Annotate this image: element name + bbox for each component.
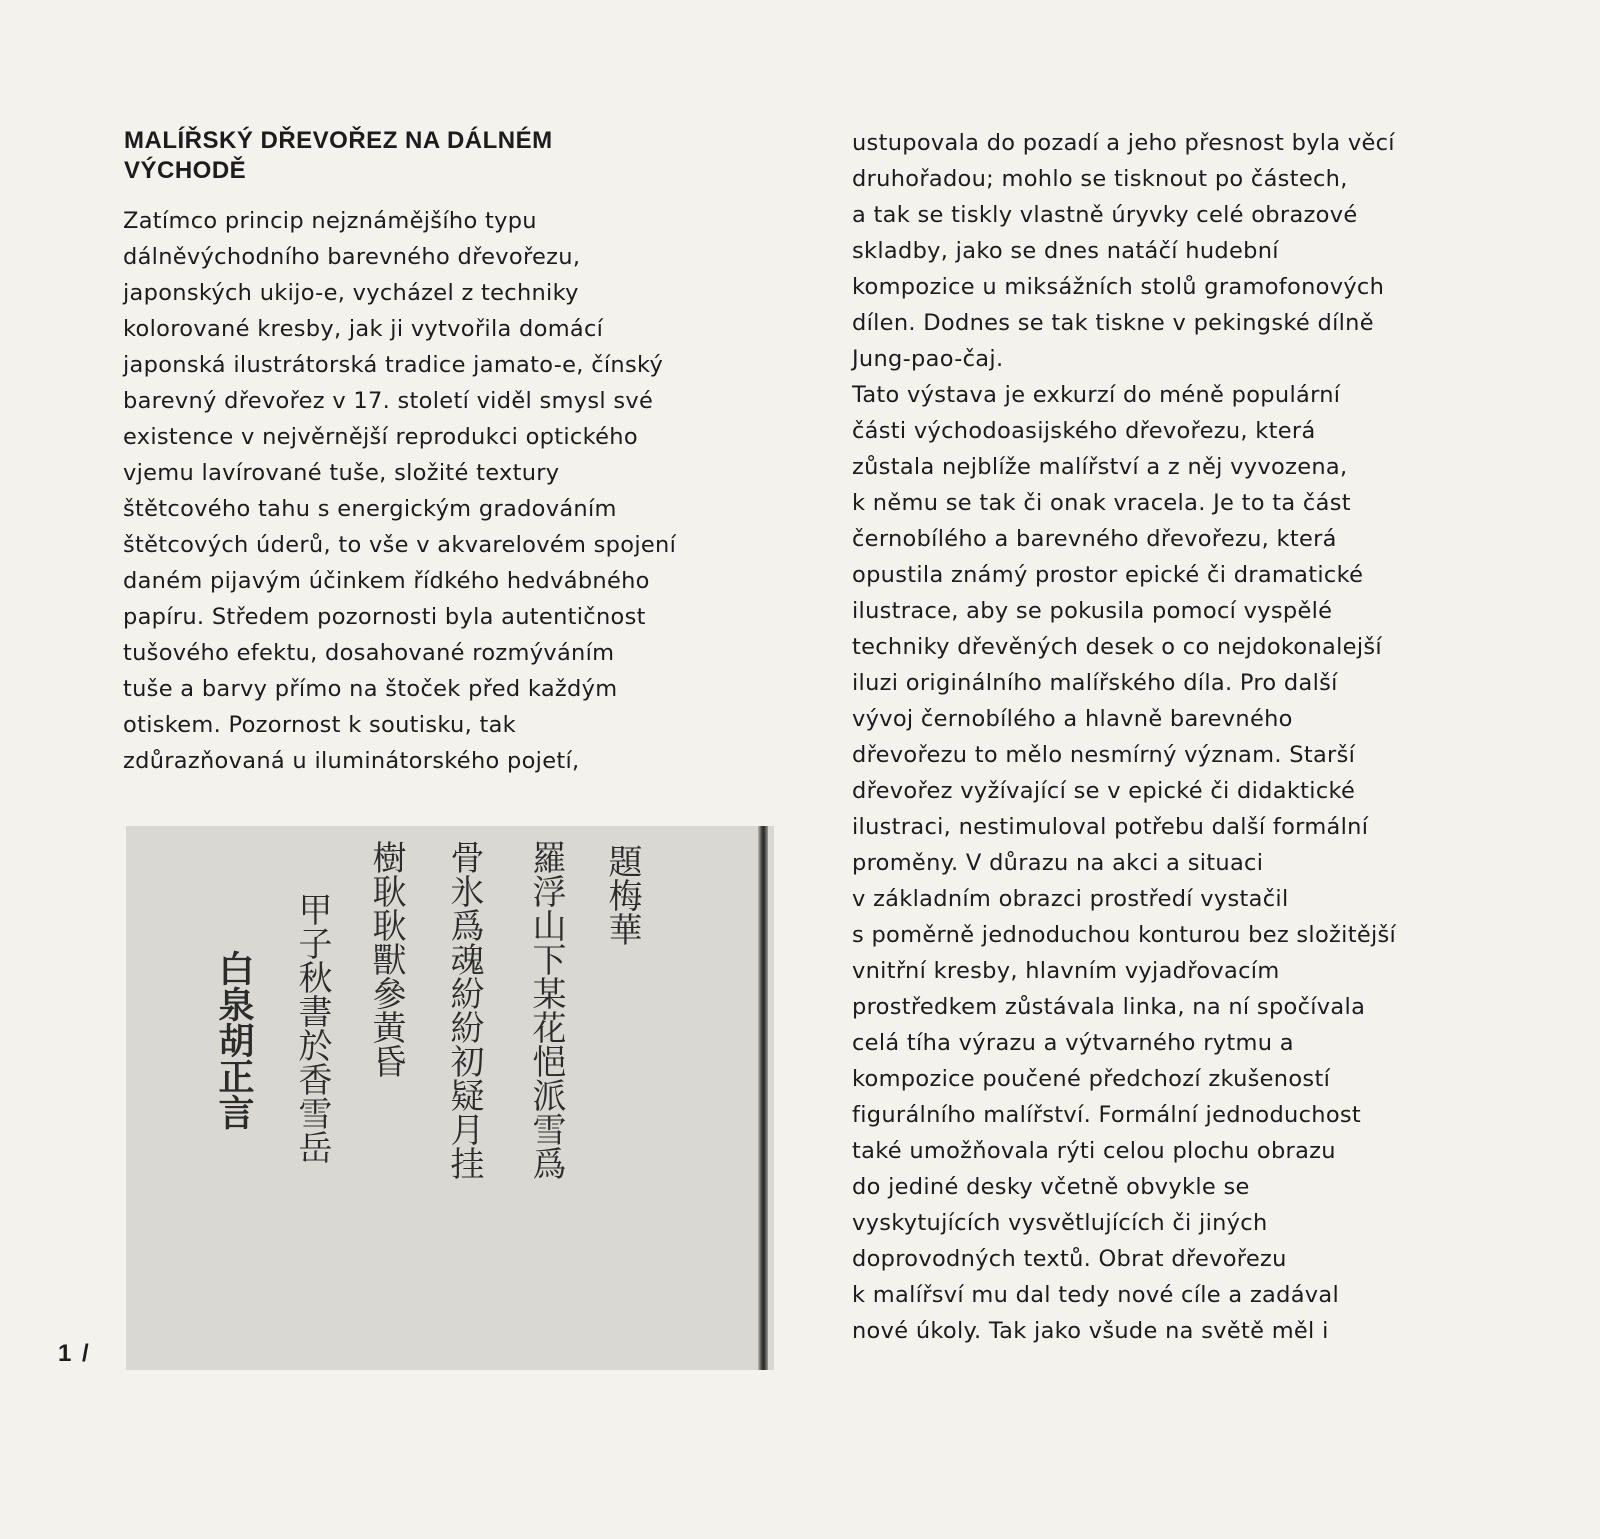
calligraphy-column: 羅浮山下某花悒派雪爲 <box>526 840 566 1180</box>
text-line: štětcového tahu s energickým gradováním <box>123 496 617 522</box>
text-line: dálněvýchodního barevného dřevořezu, <box>123 244 581 270</box>
text-line: ustupovala do pozadí a jeho přesnost byla věcí <box>852 130 1395 156</box>
text-line: a tak se tiskly vlastně úryvky celé obrazové <box>852 202 1358 228</box>
calligraphy-column: 樹耿耿獸參黃昏 <box>366 840 406 1078</box>
text-line: v základním obrazci prostředí vystačil <box>852 886 1289 912</box>
text-line: druhořadou; mohlo se tisknout po částech, <box>852 166 1348 192</box>
text-line: k malířsví mu dal tedy nové cíle a zadával <box>852 1282 1340 1308</box>
text-line: techniky dřevěných desek o co nejdokonalejší <box>852 634 1382 660</box>
text-line: do jediné desky včetně obvykle se <box>852 1174 1250 1200</box>
text-line: zůstala nejblíže malířství a z něj vyvozena, <box>852 454 1348 480</box>
calligraphy-illustration <box>126 826 774 1370</box>
text-line: papíru. Středem pozornosti byla autentičnost <box>123 604 646 630</box>
text-line: vývoj černobílého a hlavně barevného <box>852 706 1293 732</box>
text-line: zdůrazňovaná u iluminátorského pojetí, <box>123 748 580 774</box>
text-line: Jung-pao-čaj. <box>852 346 1004 372</box>
text-line: dřevořez vyžívající se v epické či didaktické <box>852 778 1356 804</box>
text-line: Zatímco princip nejznámějšího typu <box>123 208 537 234</box>
text-line: doprovodných textů. Obrat dřevořezu <box>852 1246 1287 1272</box>
text-line: vnitřní kresby, hlavním vyjadřovacím <box>852 958 1280 984</box>
text-line: nové úkoly. Tak jako všude na světě měl i <box>852 1318 1329 1344</box>
text-line: s poměrně jednoduchou konturou bez složitější <box>852 922 1397 948</box>
text-line: tušového efektu, dosahované rozmýváním <box>123 640 615 666</box>
calligraphy-column: 題梅華 <box>602 844 642 946</box>
text-line: skladby, jako se dnes natáčí hudební <box>852 238 1279 264</box>
text-line: Tato výstava je exkurzí do méně populární <box>852 382 1341 408</box>
text-line: štětcových úderů, to vše v akvarelovém spojení <box>123 532 677 558</box>
calligraphy-column: 甲子秋書於香雪岳 <box>292 892 332 1164</box>
text-line: kompozice poučené předchozí zkušeností <box>852 1066 1331 1092</box>
section-heading <box>124 126 684 186</box>
heading-line: MALÍŘSKÝ DŘEVOŘEZ NA DÁLNÉM <box>124 127 553 154</box>
text-line: daném pijavým účinkem řídkého hedvábného <box>123 568 650 594</box>
text-line: japonských ukijo-e, vycházel z techniky <box>123 280 579 306</box>
heading-line: VÝCHODĚ <box>124 157 247 184</box>
text-line: dílen. Dodnes se tak tiskne v pekingské dílně <box>852 310 1374 336</box>
text-line: celá tíha výrazu a výtvarného rytmu a <box>852 1030 1294 1056</box>
calligraphy-column: 骨氷爲魂紛紛初疑月挂 <box>444 840 484 1180</box>
text-line: figurálního malířství. Formální jednoduchost <box>852 1102 1362 1128</box>
right-text-column <box>852 125 1396 1349</box>
text-line: kompozice u miksážních stolů gramofonových <box>852 274 1385 300</box>
text-line: existence v nejvěrnější reprodukci optického <box>123 424 638 450</box>
text-line: černobílého a barevného dřevořezu, která <box>852 526 1337 552</box>
text-line: vyskytujících vysvětlujících či jiných <box>852 1210 1268 1236</box>
text-line: ilustraci, nestimuloval potřebu další formální <box>852 814 1369 840</box>
text-line: k němu se tak či onak vracela. Je to ta část <box>852 490 1351 516</box>
text-line: opustila známý prostor epické či dramatické <box>852 562 1364 588</box>
text-line: vjemu lavírované tuše, složité textury <box>123 460 560 486</box>
text-line: dřevořezu to mělo nesmírný význam. Starší <box>852 742 1356 768</box>
text-line: ilustrace, aby se pokusila pomocí vyspělé <box>852 598 1333 624</box>
figure-number: 1 / <box>58 1340 91 1367</box>
text-line: tuše a barvy přímo na štoček před každým <box>123 676 618 702</box>
text-line: otiskem. Pozornost k soutisku, tak <box>123 712 517 738</box>
text-line: také umožňovala rýti celou plochu obrazu <box>852 1138 1336 1164</box>
calligraphy-column: 白泉胡正言 <box>213 950 255 1130</box>
text-line: japonská ilustrátorská tradice jamato-e, čínský <box>123 352 664 378</box>
text-line: barevný dřevořez v 17. století viděl smysl své <box>123 388 654 414</box>
text-line: proměny. V důrazu na akci a situaci <box>852 850 1264 876</box>
text-line: iluzi originálního malířského díla. Pro další <box>852 670 1338 696</box>
text-line: části východoasijského dřevořezu, která <box>852 418 1316 444</box>
left-text-column <box>123 203 676 779</box>
scroll-edge <box>758 826 768 1370</box>
text-line: kolorované kresby, jak ji vytvořila domácí <box>123 316 604 342</box>
text-line: prostředkem zůstávala linka, na ní spočívala <box>852 994 1366 1020</box>
